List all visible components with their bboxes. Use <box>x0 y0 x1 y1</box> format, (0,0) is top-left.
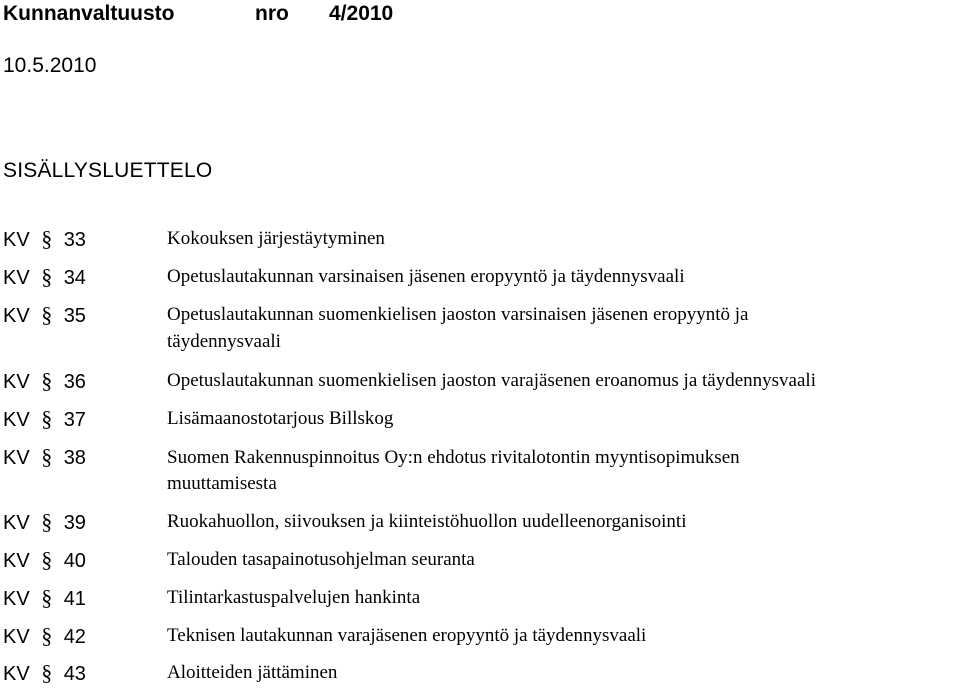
toc-entry-title: Aloitteiden jättäminen <box>167 662 338 683</box>
toc-entry-code <box>3 368 86 395</box>
entry-number: 42 <box>63 626 86 648</box>
entry-number: 36 <box>63 371 86 393</box>
toc-entry-title: Talouden tasapainotusohjelman seuranta <box>167 549 475 570</box>
toc-entry-title: Ruokahuollon, siivouksen ja kiinteistöhuollon uudelleenorganisointi <box>167 511 687 532</box>
entry-prefix: KV <box>3 550 30 572</box>
section-symbol: § <box>41 623 53 648</box>
meeting-number-label: nro <box>255 2 289 25</box>
toc-entry-code <box>3 264 86 291</box>
entry-number: 38 <box>63 447 86 469</box>
toc-entry-title-continued: täydennysvaali <box>167 331 281 352</box>
entry-prefix: KV <box>3 371 30 393</box>
entry-number: 39 <box>63 512 86 534</box>
entry-prefix: KV <box>3 267 30 289</box>
toc-entry-code <box>3 623 86 650</box>
section-symbol: § <box>41 226 53 251</box>
toc-entry-title: Opetuslautakunnan varsinaisen jäsenen eropyyntö ja täydennysvaali <box>167 266 685 287</box>
toc-entry-title-continued: muuttamisesta <box>167 473 277 494</box>
entry-prefix: KV <box>3 512 30 534</box>
section-symbol: § <box>41 444 53 469</box>
toc-entry-code <box>3 406 86 433</box>
section-symbol: § <box>41 660 53 685</box>
entry-number: 40 <box>63 550 86 572</box>
section-symbol: § <box>41 547 53 572</box>
toc-entry-code <box>3 226 86 253</box>
entry-prefix: KV <box>3 663 30 685</box>
toc-entry-code <box>3 585 86 612</box>
entry-number: 43 <box>63 663 86 685</box>
section-symbol: § <box>41 264 53 289</box>
toc-entry-title: Suomen Rakennuspinnoitus Oy:n ehdotus rivitalotontin myyntisopimuksen <box>167 447 740 468</box>
toc-entry-title: Tilintarkastuspalvelujen hankinta <box>167 587 421 608</box>
entry-number: 34 <box>63 267 86 289</box>
entry-number: 35 <box>63 305 86 327</box>
entry-prefix: KV <box>3 409 30 431</box>
meeting-date: 10.5.2010 <box>3 54 97 77</box>
section-symbol: § <box>41 368 53 393</box>
entry-prefix: KV <box>3 588 30 610</box>
toc-entry-code <box>3 444 86 471</box>
entry-prefix: KV <box>3 229 30 251</box>
toc-entry-title: Kokouksen järjestäytyminen <box>167 228 385 249</box>
section-symbol: § <box>41 509 53 534</box>
organization-name: Kunnanvaltuusto <box>3 2 175 25</box>
toc-entry-code <box>3 547 86 574</box>
toc-entry-code <box>3 509 86 536</box>
entry-prefix: KV <box>3 305 30 327</box>
toc-entry-title: Lisämaanostotarjous Billskog <box>167 408 394 429</box>
toc-entry-title: Teknisen lautakunnan varajäsenen eropyyntö ja täydennysvaali <box>167 625 647 646</box>
toc-entry-title: Opetuslautakunnan suomenkielisen jaoston varsinaisen jäsenen eropyyntö ja <box>167 304 749 325</box>
entry-number: 41 <box>63 588 86 610</box>
toc-entry-code <box>3 660 86 687</box>
entry-number: 33 <box>63 229 86 251</box>
entry-prefix: KV <box>3 447 30 469</box>
toc-entry-title: Opetuslautakunnan suomenkielisen jaoston varajäsenen eroanomus ja täydennysvaali <box>167 370 816 391</box>
meeting-number: 4/2010 <box>329 2 394 25</box>
toc-entry-code <box>3 302 86 329</box>
section-symbol: § <box>41 302 53 327</box>
toc-title: SISÄLLYSLUETTELO <box>3 159 213 182</box>
section-symbol: § <box>41 406 53 431</box>
entry-number: 37 <box>63 409 86 431</box>
entry-prefix: KV <box>3 626 30 648</box>
section-symbol: § <box>41 585 53 610</box>
